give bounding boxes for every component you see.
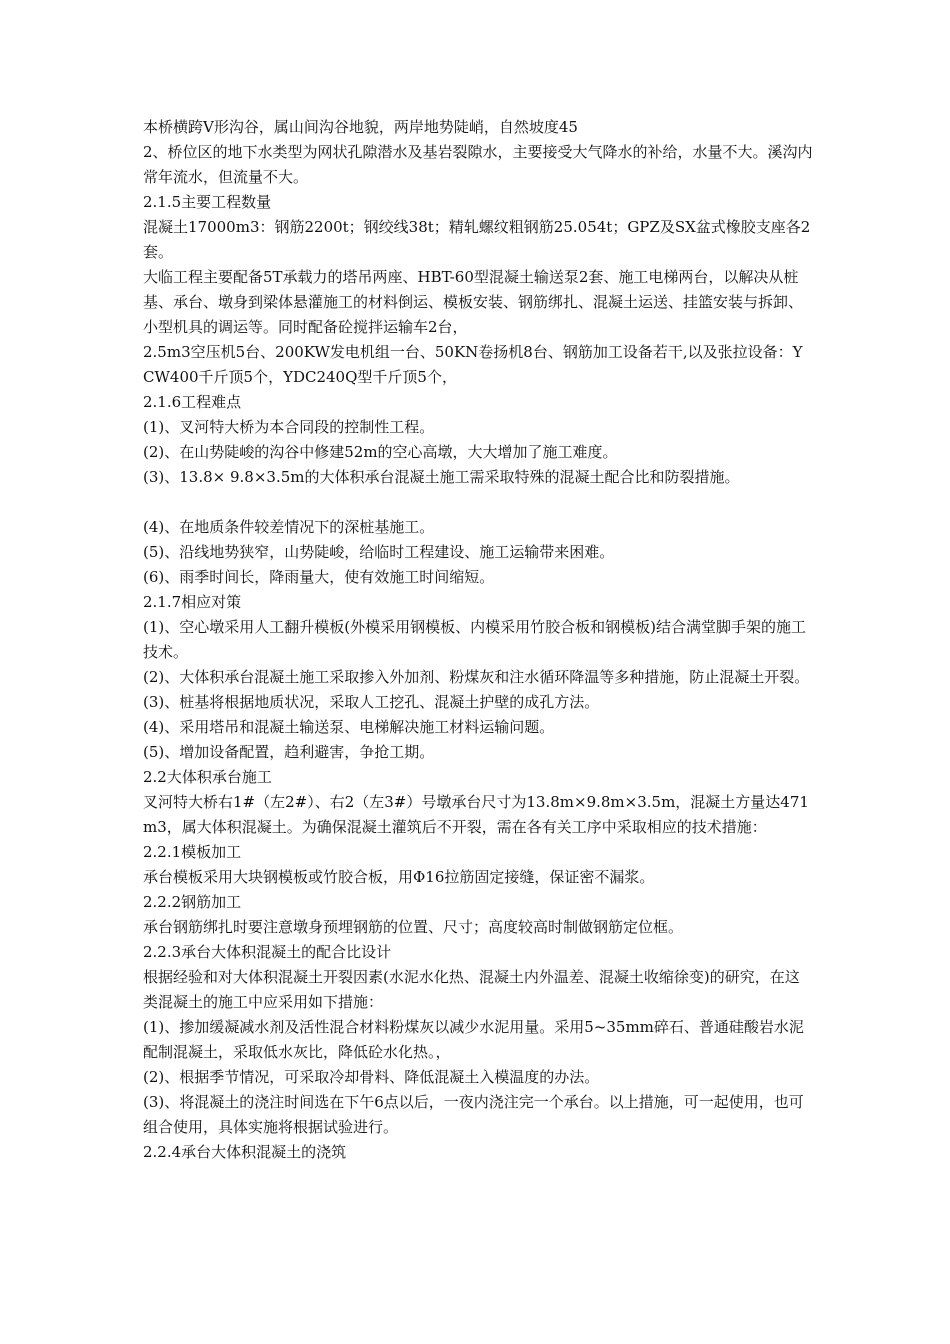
paragraph: 承台钢筋绑扎时要注意墩身预埋钢筋的位置、尺寸；高度较高时制做钢筋定位框。 — [143, 918, 684, 936]
list-item: (4)、采用塔吊和混凝土输送泵、电梯解决施工材料运输问题。 — [143, 718, 555, 736]
list-item: (3)、桩基将根据地质状况，采取人工挖孔、混凝土护壁的成孔方法。 — [143, 693, 600, 711]
paragraph: 本桥横跨Ⅴ形沟谷，属山间沟谷地貌，两岸地势陡峭，自然坡度45 — [143, 118, 578, 136]
section-heading: 2.1.5主要工程数量 — [143, 193, 272, 211]
paragraph: 2.5m3空压机5台、200KW发电机组一台、50KN卷扬机8台、钢筋加工设备若干,以及张拉设备：YCW400千斤顶5个，YDC240Q型千斤顶5个， — [143, 343, 803, 386]
paragraph: 2、桥位区的地下水类型为网状孔隙潜水及基岩裂隙水，主要接受大气降水的补给，水量不大。溪沟内常年流水，但流量不大。 — [143, 143, 813, 186]
blank-line — [143, 490, 813, 515]
list-item: (1)、掺加缓凝减水剂及活性混合材料粉煤灰以减少水泥用量。采用5~35mm碎石、普通硅酸岩水泥配制混凝土，采取低水灰比，降低砼水化热。， — [143, 1018, 804, 1061]
list-item: (5)、增加设备配置，趋利避害，争抢工期。 — [143, 743, 435, 761]
section-heading: 2.2大体积承台施工 — [143, 768, 272, 786]
list-item: (6)、雨季时间长，降雨量大，使有效施工时间缩短。 — [143, 568, 495, 586]
document-body — [143, 115, 813, 1165]
section-heading: 2.2.1模板加工 — [143, 843, 242, 861]
list-item: (2)、根据季节情况，可采取冷却骨料、降低混凝土入模温度的办法。 — [143, 1068, 600, 1086]
paragraph: 承台模板采用大块钢模板或竹胶合板，用Φ16拉筋固定接缝，保证密不漏浆。 — [143, 868, 655, 886]
paragraph: 根据经验和对大体积混凝土开裂因素(水泥水化热、混凝土内外温差、混凝土收缩徐变)的研究，在这类混凝土的施工中应采用如下措施： — [143, 968, 800, 1011]
section-heading: 2.2.3承台大体积混凝土的配合比设计 — [143, 943, 392, 961]
paragraph: 叉河特大桥右1#（左2#）、右2（左3#）号墩承台尺寸为13.8m×9.8m×3.5m，混凝土方量达471m3，属大体积混凝土。为确保混凝土灌筑后不开裂，需在各有关工序中采取相应的技术措施： — [143, 793, 809, 836]
section-heading: 2.1.7相应对策 — [143, 593, 242, 611]
list-item: (1)、空心墩采用人工翻升模板(外模采用钢模板、内模采用竹胶合板和钢模板)结合满堂脚手架的施工技术。 — [143, 618, 806, 661]
list-item: (3)、13.8× 9.8×3.5m的大体积承台混凝土施工需采取特殊的混凝土配合比和防裂措施。 — [143, 468, 740, 486]
paragraph: 混凝土17000m3：钢筋2200t；钢绞线38t；精轧螺纹粗钢筋25.054t；GPZ及SX盆式橡胶支座各2套。 — [143, 218, 811, 261]
section-heading: 2.2.4承台大体积混凝土的浇筑 — [143, 1143, 347, 1161]
list-item: (2)、大体积承台混凝土施工采取掺入外加剂、粉煤灰和注水循环降温等多种措施，防止混凝土开裂。 — [143, 668, 810, 686]
list-item: (2)、在山势陡峻的沟谷中修建52m的空心高墩，大大增加了施工难度。 — [143, 443, 618, 461]
list-item: (5)、沿线地势狭窄，山势陡峻，给临时工程建设、施工运输带来困难。 — [143, 543, 615, 561]
section-heading: 2.2.2钢筋加工 — [143, 893, 242, 911]
section-heading: 2.1.6工程难点 — [143, 393, 242, 411]
list-item: (4)、在地质条件较差情况下的深桩基施工。 — [143, 518, 435, 536]
list-item: (1)、叉河特大桥为本合同段的控制性工程。 — [143, 418, 435, 436]
list-item: (3)、将混凝土的浇注时间选在下午6点以后，一夜内浇注完一个承台。以上措施，可一起使用，也可组合使用，具体实施将根据试验进行。 — [143, 1093, 804, 1136]
paragraph: 大临工程主要配备5T承载力的塔吊两座、HBT-60型混凝土输送泵2套、施工电梯两台，以解决从桩基、承台、墩身到梁体悬灌施工的材料倒运、模板安装、钢筋绑扎、混凝土运送、挂篮安装与拆卸、小型机具的调运等。同时配备砼搅拌运输车2台， — [143, 268, 804, 336]
